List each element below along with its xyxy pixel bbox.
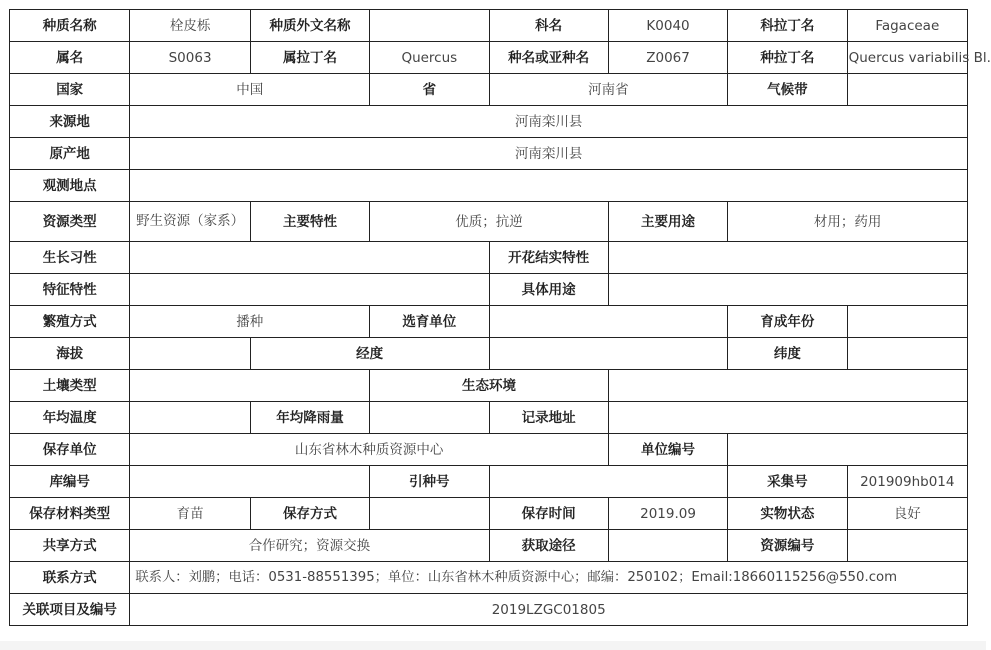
field-label: 种名或亚种名 <box>489 42 608 74</box>
field-value <box>847 74 967 106</box>
table-row <box>10 202 968 242</box>
field-label: 属名 <box>10 42 130 74</box>
field-value: 合作研究；资源交换 <box>130 530 489 562</box>
field-label: 保存单位 <box>10 434 130 466</box>
field-value: S0063 <box>130 42 250 74</box>
field-label: 记录地址 <box>489 402 608 434</box>
field-label: 省 <box>370 74 489 106</box>
field-value <box>489 306 728 338</box>
field-value <box>847 338 967 370</box>
field-value <box>608 370 967 402</box>
table-row <box>10 594 968 626</box>
field-label: 联系方式 <box>10 562 130 594</box>
field-value <box>608 274 967 306</box>
field-label: 海拔 <box>10 338 130 370</box>
field-value <box>130 274 489 306</box>
field-label: 主要特性 <box>250 202 369 242</box>
germplasm-info-table <box>9 9 991 626</box>
field-value: Z0067 <box>608 42 727 74</box>
field-label: 来源地 <box>10 106 130 138</box>
field-value <box>130 402 250 434</box>
table-row <box>10 42 968 74</box>
table-row <box>10 306 968 338</box>
table-row <box>10 242 968 274</box>
field-value: 中国 <box>130 74 370 106</box>
field-value <box>489 466 728 498</box>
field-value <box>130 466 370 498</box>
field-label: 保存材料类型 <box>10 498 130 530</box>
table-row <box>10 562 968 594</box>
field-value: 2019LZGC01805 <box>130 594 968 626</box>
field-value: Fagaceae <box>847 10 967 42</box>
field-value: 优质；抗逆 <box>370 202 609 242</box>
field-value: 材用；药用 <box>728 202 968 242</box>
field-label: 开花结实特性 <box>489 242 608 274</box>
field-label: 生长习性 <box>10 242 130 274</box>
field-label: 气候带 <box>728 74 847 106</box>
field-label: 育成年份 <box>728 306 847 338</box>
field-value: 良好 <box>847 498 967 530</box>
field-label: 引种号 <box>370 466 489 498</box>
table-row <box>10 138 968 170</box>
table-row <box>10 402 968 434</box>
field-value: 201909hb014 <box>847 466 967 498</box>
field-value: 河南栾川县 <box>130 138 968 170</box>
field-label: 生态环境 <box>370 370 609 402</box>
field-value: 育苗 <box>130 498 250 530</box>
field-value <box>130 242 489 274</box>
field-value <box>370 498 489 530</box>
field-value: 2019.09 <box>608 498 727 530</box>
field-label: 具体用途 <box>489 274 608 306</box>
field-label: 繁殖方式 <box>10 306 130 338</box>
field-label: 原产地 <box>10 138 130 170</box>
field-label: 种拉丁名 <box>728 42 847 74</box>
field-value: Quercus <box>370 42 489 74</box>
field-value <box>608 242 967 274</box>
field-label: 种质外文名称 <box>250 10 369 42</box>
field-value <box>608 402 967 434</box>
field-label: 科拉丁名 <box>728 10 847 42</box>
table-row <box>10 498 968 530</box>
field-label: 资源编号 <box>728 530 847 562</box>
field-label: 种质名称 <box>10 10 130 42</box>
field-label: 年均温度 <box>10 402 130 434</box>
field-label: 特征特性 <box>10 274 130 306</box>
field-value: 播种 <box>130 306 370 338</box>
field-label: 保存时间 <box>489 498 608 530</box>
field-value: 河南栾川县 <box>130 106 968 138</box>
field-label: 共享方式 <box>10 530 130 562</box>
table-row <box>10 106 968 138</box>
field-label: 选育单位 <box>370 306 489 338</box>
field-value: Quercus variabilis Bl. <box>847 42 967 74</box>
field-label: 纬度 <box>728 338 847 370</box>
field-value <box>130 338 250 370</box>
table-row <box>10 434 968 466</box>
field-label: 库编号 <box>10 466 130 498</box>
field-value: K0040 <box>608 10 727 42</box>
table-row <box>10 530 968 562</box>
table-row <box>10 170 968 202</box>
contact-value: 联系人：刘鹏；电话：0531-88551395；单位：山东省林木种质资源中心；邮编：250102；Email:18660115256@550.com <box>130 562 968 594</box>
table-row <box>10 74 968 106</box>
field-label: 土壤类型 <box>10 370 130 402</box>
field-value <box>489 338 728 370</box>
field-label: 保存方式 <box>250 498 369 530</box>
field-label: 关联项目及编号 <box>10 594 130 626</box>
field-value: 山东省林木种质资源中心 <box>130 434 608 466</box>
field-label: 属拉丁名 <box>250 42 369 74</box>
field-value: 栓皮栎 <box>130 10 250 42</box>
field-label: 科名 <box>489 10 608 42</box>
field-value <box>130 170 968 202</box>
field-label: 实物状态 <box>728 498 847 530</box>
table-row <box>10 370 968 402</box>
field-value: 野生资源（家系） <box>130 202 250 242</box>
field-value <box>370 10 489 42</box>
page-bottom-strip <box>0 641 986 650</box>
field-label: 资源类型 <box>10 202 130 242</box>
field-value <box>728 434 968 466</box>
field-label: 年均降雨量 <box>250 402 369 434</box>
table-row <box>10 274 968 306</box>
field-label: 获取途径 <box>489 530 608 562</box>
table-row <box>10 466 968 498</box>
table-row <box>10 338 968 370</box>
field-value <box>847 306 967 338</box>
field-label: 采集号 <box>728 466 847 498</box>
field-value <box>847 530 967 562</box>
table-row <box>10 10 968 42</box>
field-label: 国家 <box>10 74 130 106</box>
field-value: 河南省 <box>489 74 728 106</box>
field-value <box>370 402 489 434</box>
field-label: 单位编号 <box>608 434 727 466</box>
field-label: 经度 <box>250 338 489 370</box>
field-value <box>608 530 727 562</box>
field-label: 观测地点 <box>10 170 130 202</box>
field-value <box>130 370 370 402</box>
field-label: 主要用途 <box>608 202 727 242</box>
